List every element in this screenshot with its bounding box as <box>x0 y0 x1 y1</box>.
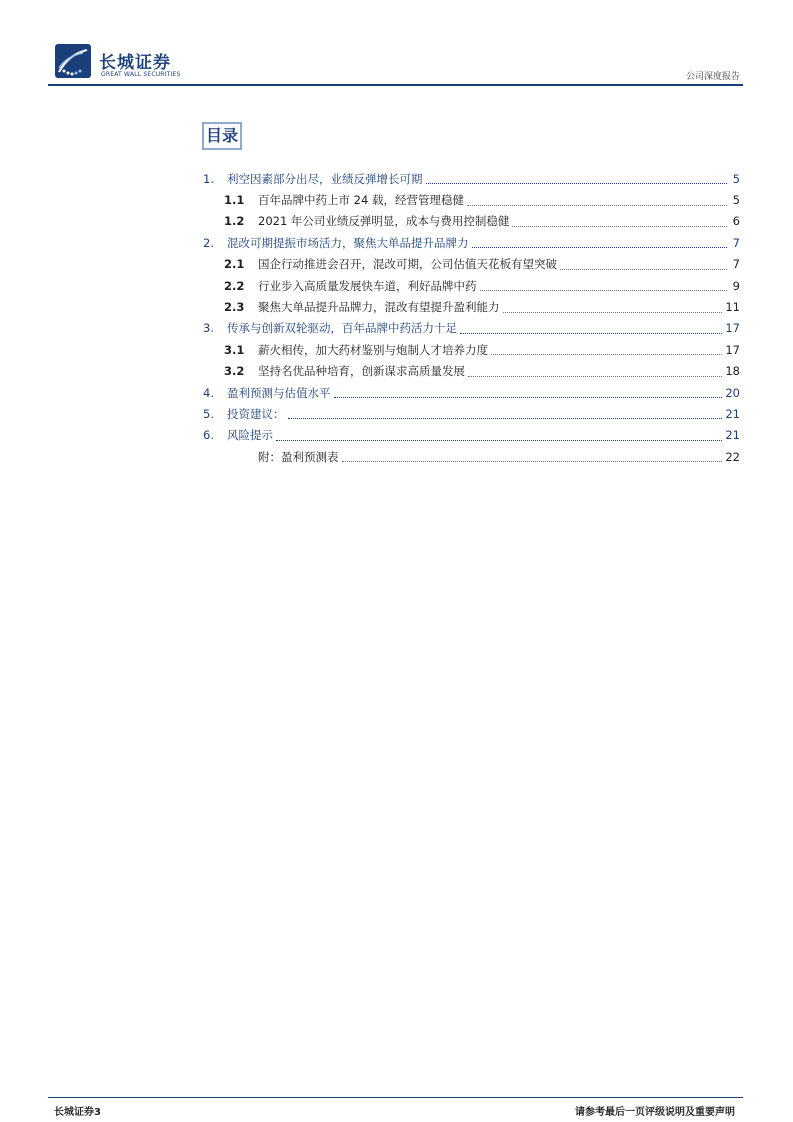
table-of-contents <box>200 168 740 467</box>
toc-entry[interactable] <box>200 382 740 403</box>
toc-entry-title: 传承与创新双轮驱动，百年品牌中药活力十足 <box>227 321 457 336</box>
toc-entry-title: 国企行动推进会召开，混改可期，公司估值天花板有望突破 <box>258 257 557 272</box>
toc-dot-leader <box>560 259 727 270</box>
toc-entry-title: 风险提示 <box>227 428 273 443</box>
toc-entry-page: 21 <box>725 428 740 443</box>
toc-entry-page: 18 <box>725 364 740 379</box>
logo-english-name: GREAT WALL SECURITIES <box>101 71 181 78</box>
toc-entry[interactable] <box>200 296 740 317</box>
toc-entry-number: 3.2 <box>224 364 245 379</box>
page-header <box>48 38 743 88</box>
toc-entry[interactable] <box>200 275 740 296</box>
toc-dot-leader <box>480 280 728 291</box>
toc-entry[interactable] <box>200 425 740 446</box>
toc-entry-page: 5 <box>732 193 740 208</box>
footer-company-page: 长城证券3 <box>54 1107 101 1118</box>
toc-entry[interactable] <box>200 232 740 253</box>
toc-entry-page: 20 <box>725 385 740 400</box>
toc-entry-number: 6. <box>203 428 214 443</box>
logo-chinese-name: 长城证券 <box>99 53 171 73</box>
toc-entry-number: 3. <box>203 321 214 336</box>
toc-dot-leader <box>503 302 723 313</box>
toc-entry-page: 17 <box>725 342 740 357</box>
toc-entry-number: 1. <box>203 171 214 186</box>
toc-dot-leader <box>426 173 728 184</box>
toc-entry-title: 行业步入高质量发展快车道，利好品牌中药 <box>258 278 477 293</box>
toc-entry-title: 混改可期提振市场活力，聚焦大单品提升品牌力 <box>227 235 469 250</box>
toc-entry-title: 2021 年公司业绩反弹明显，成本与费用控制稳健 <box>258 214 510 229</box>
toc-dot-leader <box>276 430 722 441</box>
footer-divider <box>48 1097 743 1098</box>
toc-entry-page: 7 <box>732 235 740 250</box>
toc-entry-page: 22 <box>725 449 740 464</box>
toc-entry-page: 11 <box>725 300 740 315</box>
report-type-label: 公司深度报告 <box>685 72 740 82</box>
toc-entry-number: 2.3 <box>224 300 245 315</box>
toc-entry-title: 投资建议： <box>227 406 285 421</box>
toc-entry-title: 聚焦大单品提升品牌力，混改有望提升盈利能力 <box>258 300 500 315</box>
toc-dot-leader <box>491 344 722 355</box>
toc-dot-leader <box>334 387 723 398</box>
toc-entry[interactable] <box>200 211 740 232</box>
toc-entry[interactable] <box>200 168 740 189</box>
toc-entry-page: 9 <box>732 278 740 293</box>
toc-entry-title: 薪火相传，加大药材鉴别与炮制人才培养力度 <box>258 342 488 357</box>
toc-dot-leader <box>468 366 722 377</box>
toc-entry[interactable] <box>200 318 740 339</box>
toc-entry-number: 4. <box>203 385 214 400</box>
toc-entry[interactable] <box>200 361 740 382</box>
header-divider <box>48 84 743 86</box>
toc-dot-leader <box>467 195 727 206</box>
toc-dot-leader <box>342 451 723 462</box>
toc-entry[interactable] <box>200 446 740 467</box>
toc-entry-page: 21 <box>725 406 740 421</box>
company-logo <box>55 44 245 84</box>
toc-entry-number: 1.1 <box>224 193 245 208</box>
toc-dot-leader <box>512 216 727 227</box>
toc-entry[interactable] <box>200 403 740 424</box>
toc-entry-number: 2.2 <box>224 278 245 293</box>
toc-entry-title: 盈利预测与估值水平 <box>227 385 331 400</box>
toc-entry[interactable] <box>200 254 740 275</box>
toc-entry-number: 3.1 <box>224 342 245 357</box>
toc-entry-page: 6 <box>732 214 740 229</box>
toc-entry[interactable] <box>200 189 740 210</box>
footer-disclaimer: 请参考最后一页评级说明及重要声明 <box>575 1107 735 1118</box>
toc-entry-page: 7 <box>732 257 740 272</box>
toc-dot-leader <box>460 323 722 334</box>
toc-entry[interactable] <box>200 339 740 360</box>
toc-entry-number: 1.2 <box>224 214 245 229</box>
toc-entry-page: 5 <box>732 171 740 186</box>
toc-entry-number: 5. <box>203 406 214 421</box>
toc-entry-title: 坚持名优品种培育，创新谋求高质量发展 <box>258 364 465 379</box>
toc-dot-leader <box>472 237 728 248</box>
toc-title: 目录 <box>202 122 242 150</box>
great-wall-logo-icon <box>55 44 91 78</box>
toc-entry-title: 百年品牌中药上市 24 载，经营管理稳健 <box>258 193 464 208</box>
toc-entry-title: 附：盈利预测表 <box>258 449 339 464</box>
toc-entry-number: 2. <box>203 235 214 250</box>
toc-entry-title: 利空因素部分出尽，业绩反弹增长可期 <box>227 171 423 186</box>
toc-entry-number: 2.1 <box>224 257 245 272</box>
toc-entry-page: 17 <box>725 321 740 336</box>
toc-dot-leader <box>288 408 723 419</box>
